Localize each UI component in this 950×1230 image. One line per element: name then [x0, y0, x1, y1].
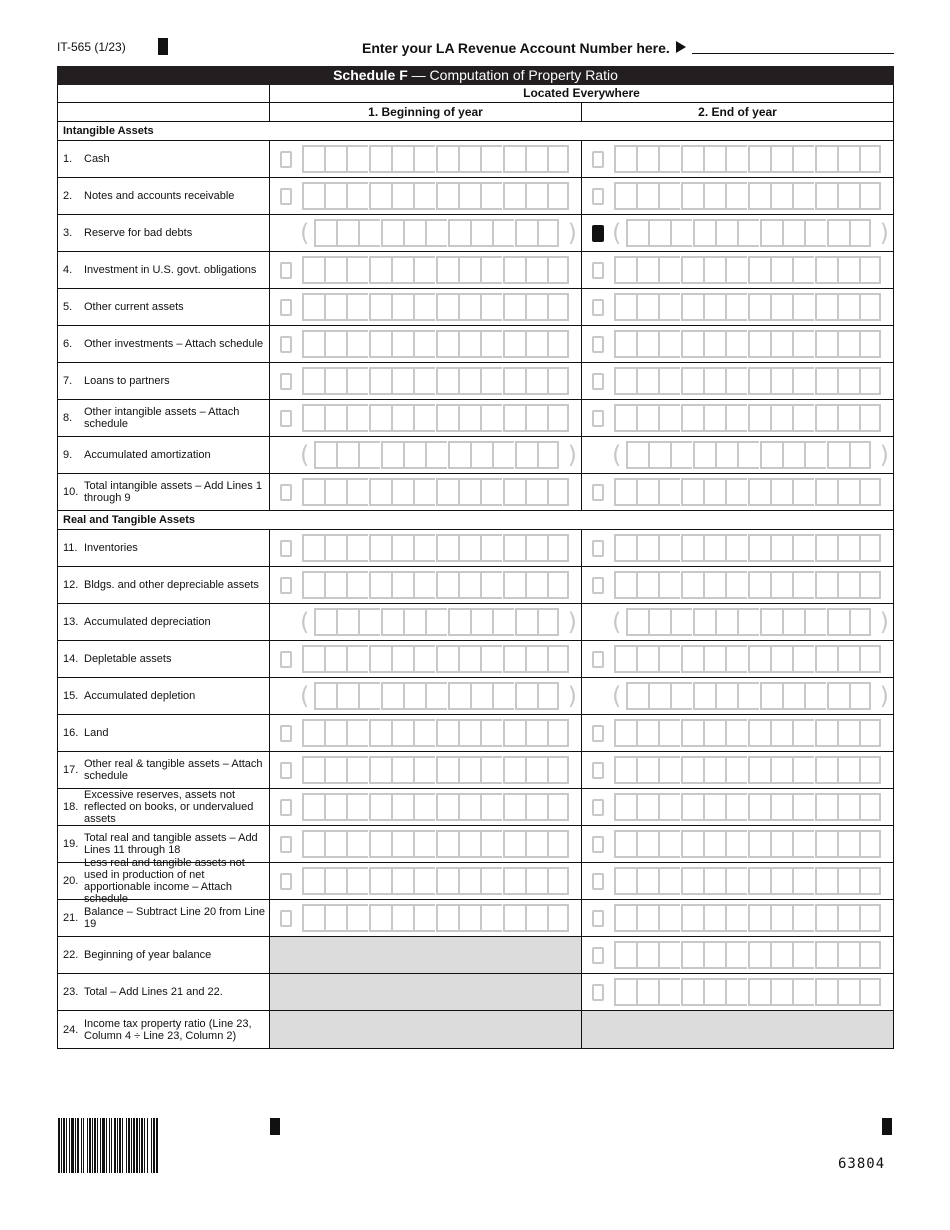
line-number: 14.: [63, 653, 79, 665]
sign-box[interactable]: [280, 373, 292, 390]
end-of-year-cell[interactable]: [582, 326, 893, 362]
sign-box[interactable]: [280, 262, 292, 279]
beginning-of-year-cell: [270, 1011, 582, 1048]
line-number: 11.: [63, 542, 78, 554]
sign-box[interactable]: [280, 651, 292, 668]
beginning-of-year-cell[interactable]: [270, 252, 582, 288]
open-paren-icon: (: [300, 682, 310, 710]
schedule-title-bold: Schedule F: [333, 67, 408, 83]
line-number: 24.: [63, 1023, 79, 1036]
sign-box[interactable]: [592, 373, 604, 390]
end-of-year-cell[interactable]: [582, 141, 893, 177]
close-paren-icon: ): [567, 608, 577, 636]
amount-input-boxes[interactable]: [614, 534, 881, 562]
registration-mark: [158, 38, 168, 55]
end-of-year-cell[interactable]: [582, 641, 893, 677]
amount-input-boxes[interactable]: [614, 978, 881, 1006]
amount-input-boxes[interactable]: [614, 830, 881, 858]
beginning-of-year-cell[interactable]: [270, 474, 582, 510]
line-label: [58, 604, 270, 640]
end-of-year-cell[interactable]: [582, 937, 893, 973]
close-paren-icon: ): [879, 441, 889, 469]
beginning-of-year-cell[interactable]: [270, 604, 582, 640]
line-number: 6.: [63, 338, 73, 350]
line-text: Beginning of year balance: [84, 949, 212, 961]
header-row-located: [58, 85, 893, 103]
beginning-of-year-cell[interactable]: [270, 141, 582, 177]
line-row: [58, 437, 893, 474]
line-label: [58, 363, 270, 399]
amount-input-boxes[interactable]: [614, 904, 881, 932]
sign-box[interactable]: [280, 910, 292, 927]
line-number: 12.: [63, 579, 79, 591]
line-label: [58, 678, 270, 714]
beginning-of-year-cell[interactable]: [270, 715, 582, 751]
line-row: [58, 752, 893, 789]
line-row: [58, 252, 893, 289]
amount-input-boxes[interactable]: [302, 145, 569, 173]
column-end-of-year: 2. End of year: [698, 105, 777, 119]
amount-input-boxes[interactable]: [614, 256, 881, 284]
sign-box[interactable]: [592, 151, 604, 168]
line-number: 18.: [63, 801, 79, 813]
end-of-year-cell[interactable]: [582, 567, 893, 603]
line-number: 3.: [63, 227, 73, 239]
line-number: 20.: [63, 875, 79, 887]
beginning-of-year-cell[interactable]: [270, 752, 582, 788]
amount-input-boxes[interactable]: [614, 293, 881, 321]
sign-box[interactable]: [280, 299, 292, 316]
sign-box[interactable]: [280, 336, 292, 353]
beginning-of-year-cell[interactable]: [270, 641, 582, 677]
line-text: Notes and accounts receivable: [84, 190, 235, 202]
line-row: [58, 900, 893, 937]
amount-input-boxes[interactable]: [614, 941, 881, 969]
end-of-year-cell[interactable]: [582, 252, 893, 288]
line-text: Loans to partners: [84, 375, 170, 387]
end-of-year-cell[interactable]: [582, 178, 893, 214]
line-label: [58, 141, 270, 177]
line-text: Less real and tangible assets not used in production of net apportionable income – Attach schedule: [84, 857, 245, 905]
line-label: [58, 178, 270, 214]
section-header: [58, 511, 893, 530]
open-paren-icon: (: [612, 682, 622, 710]
amount-input-boxes[interactable]: [314, 608, 559, 636]
amount-input-boxes[interactable]: [302, 256, 569, 284]
amount-input-boxes[interactable]: [614, 478, 881, 506]
header-row-columns: [58, 103, 893, 122]
end-of-year-cell[interactable]: [582, 974, 893, 1010]
close-paren-icon: ): [567, 219, 577, 247]
form-code: 63804: [838, 1156, 886, 1172]
amount-input-boxes[interactable]: [302, 793, 569, 821]
line-number: 9.: [63, 449, 73, 461]
amount-input-boxes[interactable]: [614, 793, 881, 821]
line-text: Inventories: [84, 542, 138, 554]
amount-input-boxes[interactable]: [302, 904, 569, 932]
line-row: [58, 400, 893, 437]
amount-input-boxes[interactable]: [302, 330, 569, 358]
registration-mark: [270, 1118, 280, 1135]
line-text: Income tax property ratio (Line 23, Column 4 ÷ Line 23, Column 2): [84, 1017, 252, 1042]
registration-mark: [882, 1118, 892, 1135]
sign-box[interactable]: [592, 947, 604, 964]
amount-input-boxes[interactable]: [302, 404, 569, 432]
amount-input-boxes[interactable]: [614, 404, 881, 432]
line-text: Cash: [84, 153, 110, 165]
section-title: Real and Tangible Assets: [63, 514, 196, 526]
line-text: Total – Add Lines 21 and 22.: [84, 986, 223, 998]
amount-input-boxes[interactable]: [626, 219, 871, 247]
line-number: 15.: [63, 690, 79, 702]
line-row: [58, 789, 893, 826]
line-row: [58, 567, 893, 604]
line-text: Other current assets: [84, 301, 184, 313]
sign-box[interactable]: [592, 651, 604, 668]
line-row: [58, 530, 893, 567]
beginning-of-year-cell[interactable]: [270, 678, 582, 714]
beginning-of-year-cell[interactable]: [270, 900, 582, 936]
sign-box[interactable]: [592, 984, 604, 1001]
line-text: Bldgs. and other depreciable assets: [84, 579, 259, 591]
beginning-of-year-cell[interactable]: [270, 178, 582, 214]
sign-box[interactable]: [592, 299, 604, 316]
line-label: [58, 974, 270, 1010]
line-label: [58, 289, 270, 325]
close-paren-icon: ): [879, 682, 889, 710]
sign-box[interactable]: [592, 188, 604, 205]
line-text: Total real and tangible assets – Add Lines 11 through 18: [84, 832, 258, 856]
beginning-of-year-cell[interactable]: [270, 530, 582, 566]
line-row: [58, 857, 893, 905]
line-number: 1.: [63, 153, 73, 165]
line-text: Other real & tangible assets – Attach schedule: [84, 758, 263, 782]
amount-input-boxes[interactable]: [626, 441, 871, 469]
amount-input-boxes[interactable]: [302, 867, 569, 895]
line-row: [58, 474, 893, 511]
line-label: [58, 400, 270, 436]
end-of-year-cell[interactable]: [582, 215, 893, 251]
sign-box[interactable]: [592, 410, 604, 427]
line-row: [58, 974, 893, 1011]
line-text: Depletable assets: [84, 653, 172, 665]
end-of-year-cell[interactable]: [582, 474, 893, 510]
line-row: [58, 1011, 893, 1048]
line-label: [58, 900, 270, 936]
line-label: [58, 530, 270, 566]
line-text: Accumulated amortization: [84, 449, 211, 461]
line-number: 2.: [63, 190, 73, 202]
line-text: Other intangible assets – Attach schedule: [84, 406, 240, 430]
line-number: 19.: [63, 838, 79, 850]
amount-input-boxes[interactable]: [302, 645, 569, 673]
amount-input-boxes[interactable]: [614, 571, 881, 599]
schedule-title: [57, 66, 894, 85]
sign-box[interactable]: [592, 762, 604, 779]
amount-input-boxes[interactable]: [302, 571, 569, 599]
amount-input-boxes[interactable]: [626, 682, 871, 710]
line-row: [58, 141, 893, 178]
sign-box[interactable]: [592, 725, 604, 742]
line-label: [58, 437, 270, 473]
amount-input-boxes[interactable]: [314, 682, 559, 710]
end-of-year-cell[interactable]: [582, 604, 893, 640]
amount-input-boxes[interactable]: [614, 756, 881, 784]
amount-input-boxes[interactable]: [314, 219, 559, 247]
line-text: Land: [84, 727, 109, 739]
form-id: IT-565 (1/23): [57, 40, 126, 54]
sign-box[interactable]: [592, 910, 604, 927]
beginning-of-year-cell[interactable]: [270, 215, 582, 251]
amount-input-boxes[interactable]: [614, 330, 881, 358]
open-paren-icon: (: [300, 219, 310, 247]
line-number: 5.: [63, 301, 73, 313]
amount-input-boxes[interactable]: [614, 367, 881, 395]
line-label: [58, 326, 270, 362]
line-text: Investment in U.S. govt. obligations: [84, 264, 257, 276]
line-text: Accumulated depletion: [84, 690, 196, 702]
sign-box[interactable]: [280, 836, 292, 853]
line-text: Other investments – Attach schedule: [84, 338, 264, 350]
sign-box[interactable]: [280, 151, 292, 168]
amount-input-boxes[interactable]: [614, 182, 881, 210]
barcode: [58, 1118, 228, 1173]
line-row: [58, 641, 893, 678]
line-row: [58, 326, 893, 363]
close-paren-icon: ): [879, 608, 889, 636]
amount-input-boxes[interactable]: [302, 478, 569, 506]
line-label: [58, 715, 270, 751]
beginning-of-year-cell[interactable]: [270, 400, 582, 436]
close-paren-icon: ): [567, 441, 577, 469]
open-paren-icon: (: [612, 441, 622, 469]
sign-box[interactable]: [280, 873, 292, 890]
end-of-year-cell[interactable]: [582, 530, 893, 566]
end-of-year-cell: [582, 1011, 893, 1048]
end-of-year-cell[interactable]: [582, 826, 893, 862]
line-text: Accumulated depreciation: [84, 616, 211, 628]
amount-input-boxes[interactable]: [302, 756, 569, 784]
line-number: 17.: [63, 764, 79, 776]
line-number: 8.: [63, 412, 73, 424]
end-of-year-cell[interactable]: [582, 363, 893, 399]
beginning-of-year-cell[interactable]: [270, 437, 582, 473]
sign-box[interactable]: [592, 225, 604, 242]
line-number: 7.: [63, 375, 73, 387]
line-row: [58, 678, 893, 715]
account-number-prompt: Enter your LA Revenue Account Number here.: [362, 40, 670, 56]
line-number: 22.: [63, 949, 79, 961]
sign-box[interactable]: [592, 836, 604, 853]
sign-box[interactable]: [280, 762, 292, 779]
line-label: [58, 567, 270, 603]
amount-input-boxes[interactable]: [302, 293, 569, 321]
sign-box[interactable]: [592, 262, 604, 279]
sign-box[interactable]: [592, 873, 604, 890]
beginning-of-year-cell[interactable]: [270, 289, 582, 325]
open-paren-icon: (: [612, 219, 622, 247]
line-label: [58, 215, 270, 251]
end-of-year-cell[interactable]: [582, 789, 893, 825]
line-row: [58, 604, 893, 641]
amount-input-boxes[interactable]: [314, 441, 559, 469]
arrow-right-icon: [676, 41, 686, 53]
line-row: [58, 178, 893, 215]
schedule-f-table: [57, 85, 894, 1049]
line-row: [58, 363, 893, 400]
end-of-year-cell[interactable]: [582, 752, 893, 788]
open-paren-icon: (: [300, 608, 310, 636]
amount-input-boxes[interactable]: [614, 145, 881, 173]
line-label: [58, 937, 270, 973]
end-of-year-cell[interactable]: [582, 400, 893, 436]
amount-input-boxes[interactable]: [614, 645, 881, 673]
section-header: [58, 122, 893, 141]
located-everywhere-header: Located Everywhere: [523, 86, 640, 100]
line-text: Balance – Subtract Line 20 from Line 19: [84, 906, 266, 930]
end-of-year-cell[interactable]: [582, 437, 893, 473]
line-number: 10.: [63, 486, 79, 498]
line-number: 23.: [63, 986, 79, 998]
sign-box[interactable]: [280, 484, 292, 501]
amount-input-boxes[interactable]: [626, 608, 871, 636]
sign-box[interactable]: [592, 799, 604, 816]
sign-box[interactable]: [280, 188, 292, 205]
column-beginning-of-year: 1. Beginning of year: [270, 103, 582, 121]
account-number-input[interactable]: [692, 53, 894, 54]
schedule-title-rest: — Computation of Property Ratio: [411, 67, 618, 83]
line-number: 13.: [63, 616, 79, 628]
end-of-year-cell[interactable]: [582, 289, 893, 325]
sign-box[interactable]: [280, 410, 292, 427]
end-of-year-cell[interactable]: [582, 900, 893, 936]
line-label: [58, 1011, 270, 1048]
line-label: [58, 789, 270, 825]
line-row: [58, 937, 893, 974]
line-number: 21.: [63, 912, 79, 924]
line-row: [58, 289, 893, 326]
sign-box[interactable]: [280, 540, 292, 557]
sign-box[interactable]: [592, 484, 604, 501]
beginning-of-year-cell[interactable]: [270, 567, 582, 603]
line-row: [58, 215, 893, 252]
line-text: Reserve for bad debts: [84, 227, 193, 239]
sign-box[interactable]: [280, 725, 292, 742]
end-of-year-cell[interactable]: [582, 863, 893, 899]
line-label: [58, 252, 270, 288]
line-text: Total intangible assets – Add Lines 1 through 9: [84, 480, 262, 504]
line-number: 4.: [63, 264, 73, 276]
sign-box[interactable]: [592, 540, 604, 557]
amount-input-boxes[interactable]: [302, 830, 569, 858]
amount-input-boxes[interactable]: [302, 367, 569, 395]
section-title: Intangible Assets: [63, 125, 154, 137]
line-label: [58, 474, 270, 510]
line-text: Excessive reserves, assets not reflected on books, or undervalued assets: [84, 789, 254, 825]
end-of-year-cell[interactable]: [582, 678, 893, 714]
sign-box[interactable]: [592, 336, 604, 353]
beginning-of-year-cell[interactable]: [270, 363, 582, 399]
open-paren-icon: (: [612, 608, 622, 636]
sign-box[interactable]: [592, 577, 604, 594]
sign-box[interactable]: [280, 577, 292, 594]
amount-input-boxes[interactable]: [302, 534, 569, 562]
close-paren-icon: ): [879, 219, 889, 247]
beginning-of-year-cell[interactable]: [270, 789, 582, 825]
beginning-of-year-cell: [270, 937, 582, 973]
beginning-of-year-cell[interactable]: [270, 826, 582, 862]
line-row: [58, 715, 893, 752]
close-paren-icon: ): [567, 682, 577, 710]
line-label: [58, 857, 270, 905]
amount-input-boxes[interactable]: [302, 182, 569, 210]
amount-input-boxes[interactable]: [614, 867, 881, 895]
line-label: [58, 752, 270, 788]
beginning-of-year-cell: [270, 974, 582, 1010]
line-label: [58, 641, 270, 677]
open-paren-icon: (: [300, 441, 310, 469]
amount-input-boxes[interactable]: [614, 719, 881, 747]
line-number: 16.: [63, 727, 79, 739]
beginning-of-year-cell[interactable]: [270, 863, 582, 899]
sign-box[interactable]: [280, 799, 292, 816]
beginning-of-year-cell[interactable]: [270, 326, 582, 362]
amount-input-boxes[interactable]: [302, 719, 569, 747]
end-of-year-cell[interactable]: [582, 715, 893, 751]
